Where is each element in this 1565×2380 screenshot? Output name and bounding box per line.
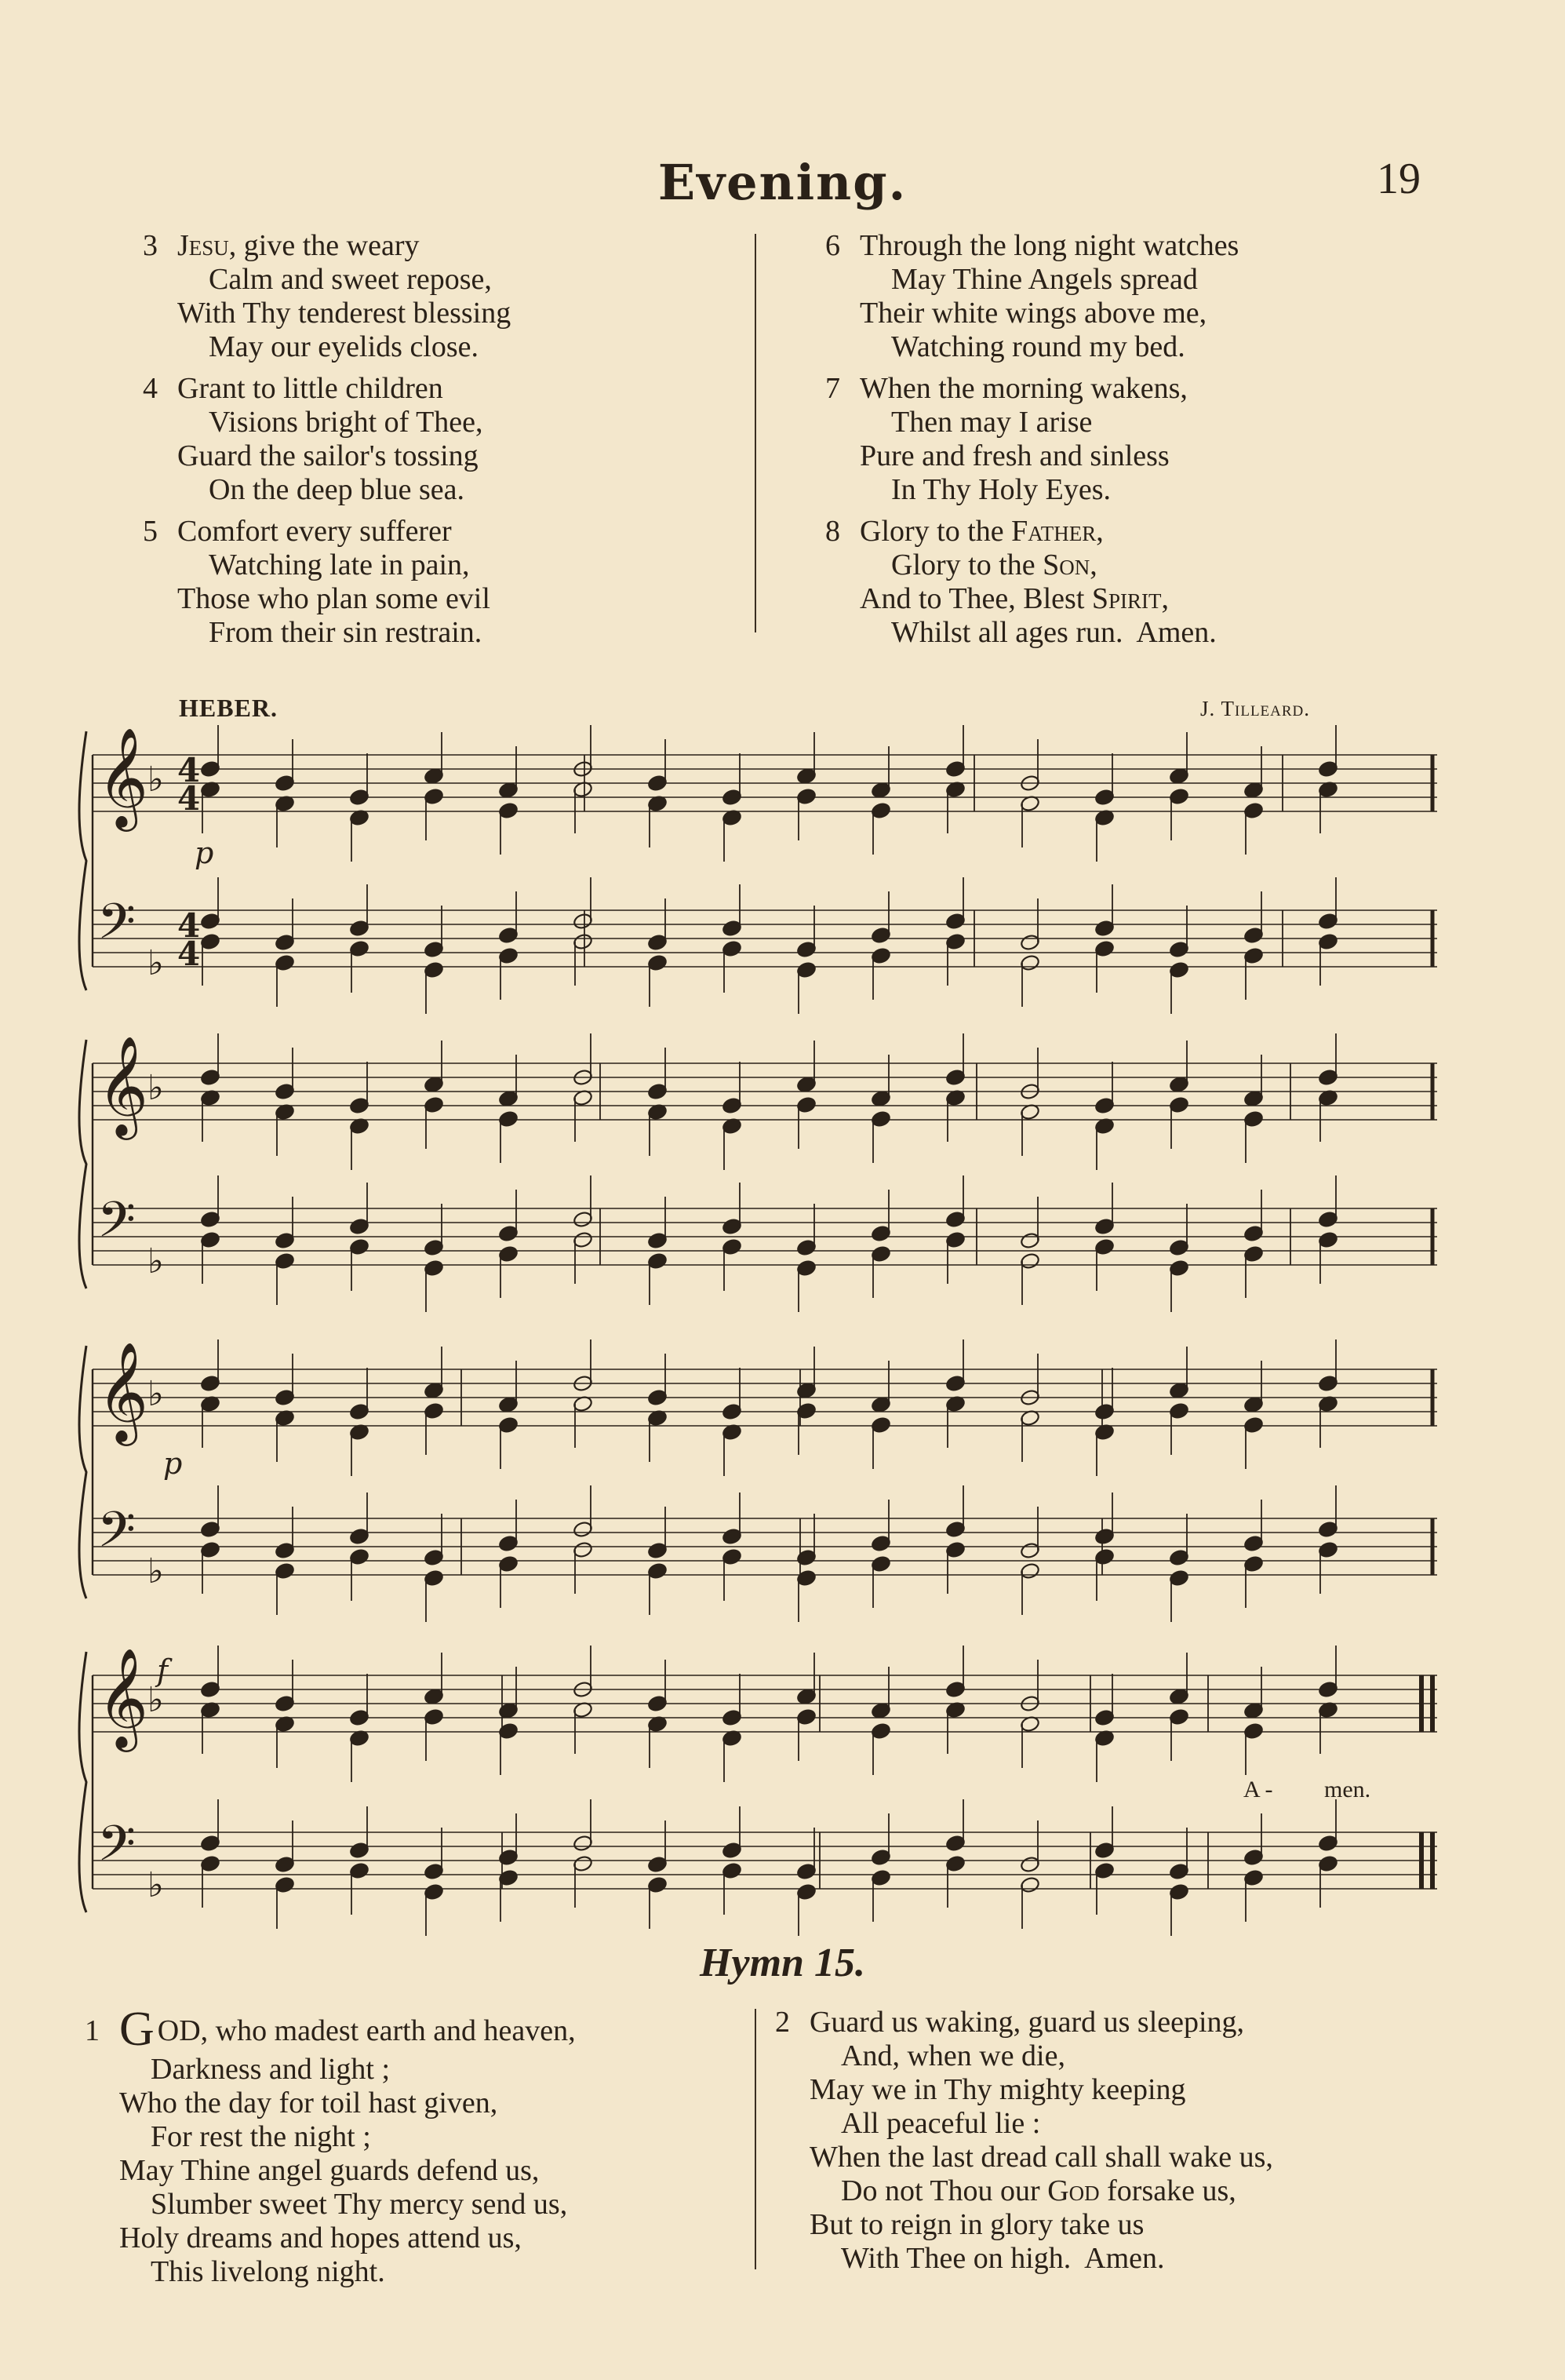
system-brace xyxy=(79,731,86,990)
verse-line: May our eyelids close. xyxy=(209,330,479,363)
flat-icon: ♭ xyxy=(147,1068,164,1108)
system-brace xyxy=(79,1040,86,1288)
verse-line: But to reign in glory take us xyxy=(810,2208,1145,2241)
verse-line: Who the day for toil hast given, xyxy=(119,2087,498,2119)
verse-number: 5 xyxy=(143,515,158,548)
verse-line: 3 Jesu, give the weary xyxy=(143,229,420,262)
verse-line: 1 G OD, who madest earth and heaven, xyxy=(85,2003,576,2056)
hymn-right-column xyxy=(775,2006,1273,2276)
system-brace xyxy=(79,1346,86,1598)
verse-line: 8 Glory to the Father, xyxy=(825,515,1104,548)
verse-line: Whilst all ages run. Amen. xyxy=(891,616,1217,649)
dynamic-marking: p xyxy=(195,836,214,870)
verse-line: Guard the sailor's tossing xyxy=(177,439,479,472)
flat-icon: ♭ xyxy=(147,943,164,983)
tune-name: HEBER. xyxy=(179,694,278,722)
flat-icon: ♭ xyxy=(147,1241,164,1281)
page-number: 19 xyxy=(1377,155,1421,203)
flat-icon: ♭ xyxy=(147,1551,164,1591)
flat-icon: ♭ xyxy=(147,760,164,800)
flat-icon: ♭ xyxy=(147,1865,164,1905)
system-brace xyxy=(79,1652,86,1912)
verse-line: On the deep blue sea. xyxy=(209,473,465,506)
verse-line: May we in Thy mighty keeping xyxy=(810,2073,1186,2106)
time-signature-numerator: 4 xyxy=(177,751,201,789)
bass-clef-icon: 𝄢 xyxy=(97,1190,136,1260)
verse-line: Their white wings above me, xyxy=(860,297,1207,330)
verse-line: 5 Comfort every sufferer xyxy=(143,515,452,548)
verse-line: When the last dread call shall wake us, xyxy=(810,2141,1273,2174)
verse-line: 2 Guard us waking, guard us sleeping, xyxy=(775,2006,1245,2039)
verse-line: May Thine Angels spread xyxy=(891,263,1198,296)
verse-line: Darkness and light ; xyxy=(151,2053,391,2086)
verse-line: With Thy tenderest blessing xyxy=(177,297,511,330)
verse-line: From their sin restrain. xyxy=(209,616,482,649)
verse-line: 6 Through the long night watches xyxy=(825,229,1239,262)
verse-line: Slumber sweet Thy mercy send us, xyxy=(151,2188,568,2221)
hymn-heading: Hymn 15. xyxy=(700,1941,865,1985)
page-title: Evening. xyxy=(657,154,908,211)
time-signature-denominator: 4 xyxy=(177,779,201,818)
verse-line: May Thine angel guards defend us, xyxy=(119,2154,540,2187)
verse-line: And, when we die, xyxy=(841,2039,1065,2072)
amen-syllable: A - xyxy=(1243,1777,1273,1802)
verse-line: With Thee on high. Amen. xyxy=(841,2242,1165,2275)
verse-number: 8 xyxy=(825,515,840,548)
verse-number: 6 xyxy=(825,229,840,262)
treble-clef-icon: 𝄞 xyxy=(97,1647,149,1748)
time-signature-numerator: 4 xyxy=(177,906,201,945)
flat-icon: ♭ xyxy=(147,1680,164,1720)
verse-number: 3 xyxy=(143,229,158,262)
verse-line: Holy dreams and hopes attend us, xyxy=(119,2221,522,2254)
verse-number-wrap xyxy=(85,2003,158,2056)
treble-clef-icon: 𝄞 xyxy=(97,727,149,827)
verse-number: 1 xyxy=(85,2014,100,2047)
verse-number: 2 xyxy=(775,2006,790,2039)
hymn-left-column xyxy=(85,2003,576,2289)
small-caps-word: Jesu xyxy=(177,229,229,262)
verse-line: Watching late in pain, xyxy=(209,549,470,581)
treble-clef-icon: 𝄞 xyxy=(97,1035,149,1135)
dynamic-marking: p xyxy=(163,1446,183,1481)
column-divider xyxy=(755,2009,756,2269)
small-caps-word: God xyxy=(1047,2174,1100,2207)
verse-line: For rest the night ; xyxy=(151,2120,371,2153)
verse-line: Pure and fresh and sinless xyxy=(860,439,1170,472)
amen-syllable: men. xyxy=(1324,1777,1371,1802)
verse-number-wrap xyxy=(775,2006,810,2039)
verse-line: This livelong night. xyxy=(151,2255,385,2288)
verse-line: Glory to the Son, xyxy=(891,549,1097,581)
verse-line: Those who plan some evil xyxy=(177,582,490,615)
small-caps-word: Spirit xyxy=(1091,582,1162,615)
bass-clef-icon: 𝄢 xyxy=(97,892,136,962)
verse-number: 7 xyxy=(825,372,840,405)
verse-number: 4 xyxy=(143,372,158,405)
verse-line: Do not Thou our God forsake us, xyxy=(841,2174,1236,2207)
verse-line: Then may I arise xyxy=(891,406,1093,439)
small-caps-word: Son xyxy=(1043,549,1090,581)
time-signature-denominator: 4 xyxy=(177,935,201,973)
bass-clef-icon: 𝄢 xyxy=(97,1814,136,1884)
verse-line: Visions bright of Thee, xyxy=(209,406,483,439)
bass-clef-icon: 𝄢 xyxy=(97,1500,136,1570)
verse-line: 4 Grant to little children xyxy=(143,372,443,405)
verse-line: 7 When the morning wakens, xyxy=(825,372,1188,405)
drop-cap: G xyxy=(119,2003,155,2056)
verse-line: And to Thee, Blest Spirit, xyxy=(860,582,1170,615)
dynamic-marking: f xyxy=(157,1653,169,1688)
verse-line: Calm and sweet repose, xyxy=(209,263,492,296)
verse-line: In Thy Holy Eyes. xyxy=(891,473,1112,506)
small-caps-word: Father xyxy=(1011,515,1097,548)
treble-clef-icon: 𝄞 xyxy=(97,1341,149,1441)
composer-name: J. Tilleard. xyxy=(1200,697,1311,720)
flat-icon: ♭ xyxy=(147,1374,164,1414)
verse-line: Watching round my bed. xyxy=(891,330,1185,363)
verse-line: All peaceful lie : xyxy=(841,2107,1041,2140)
